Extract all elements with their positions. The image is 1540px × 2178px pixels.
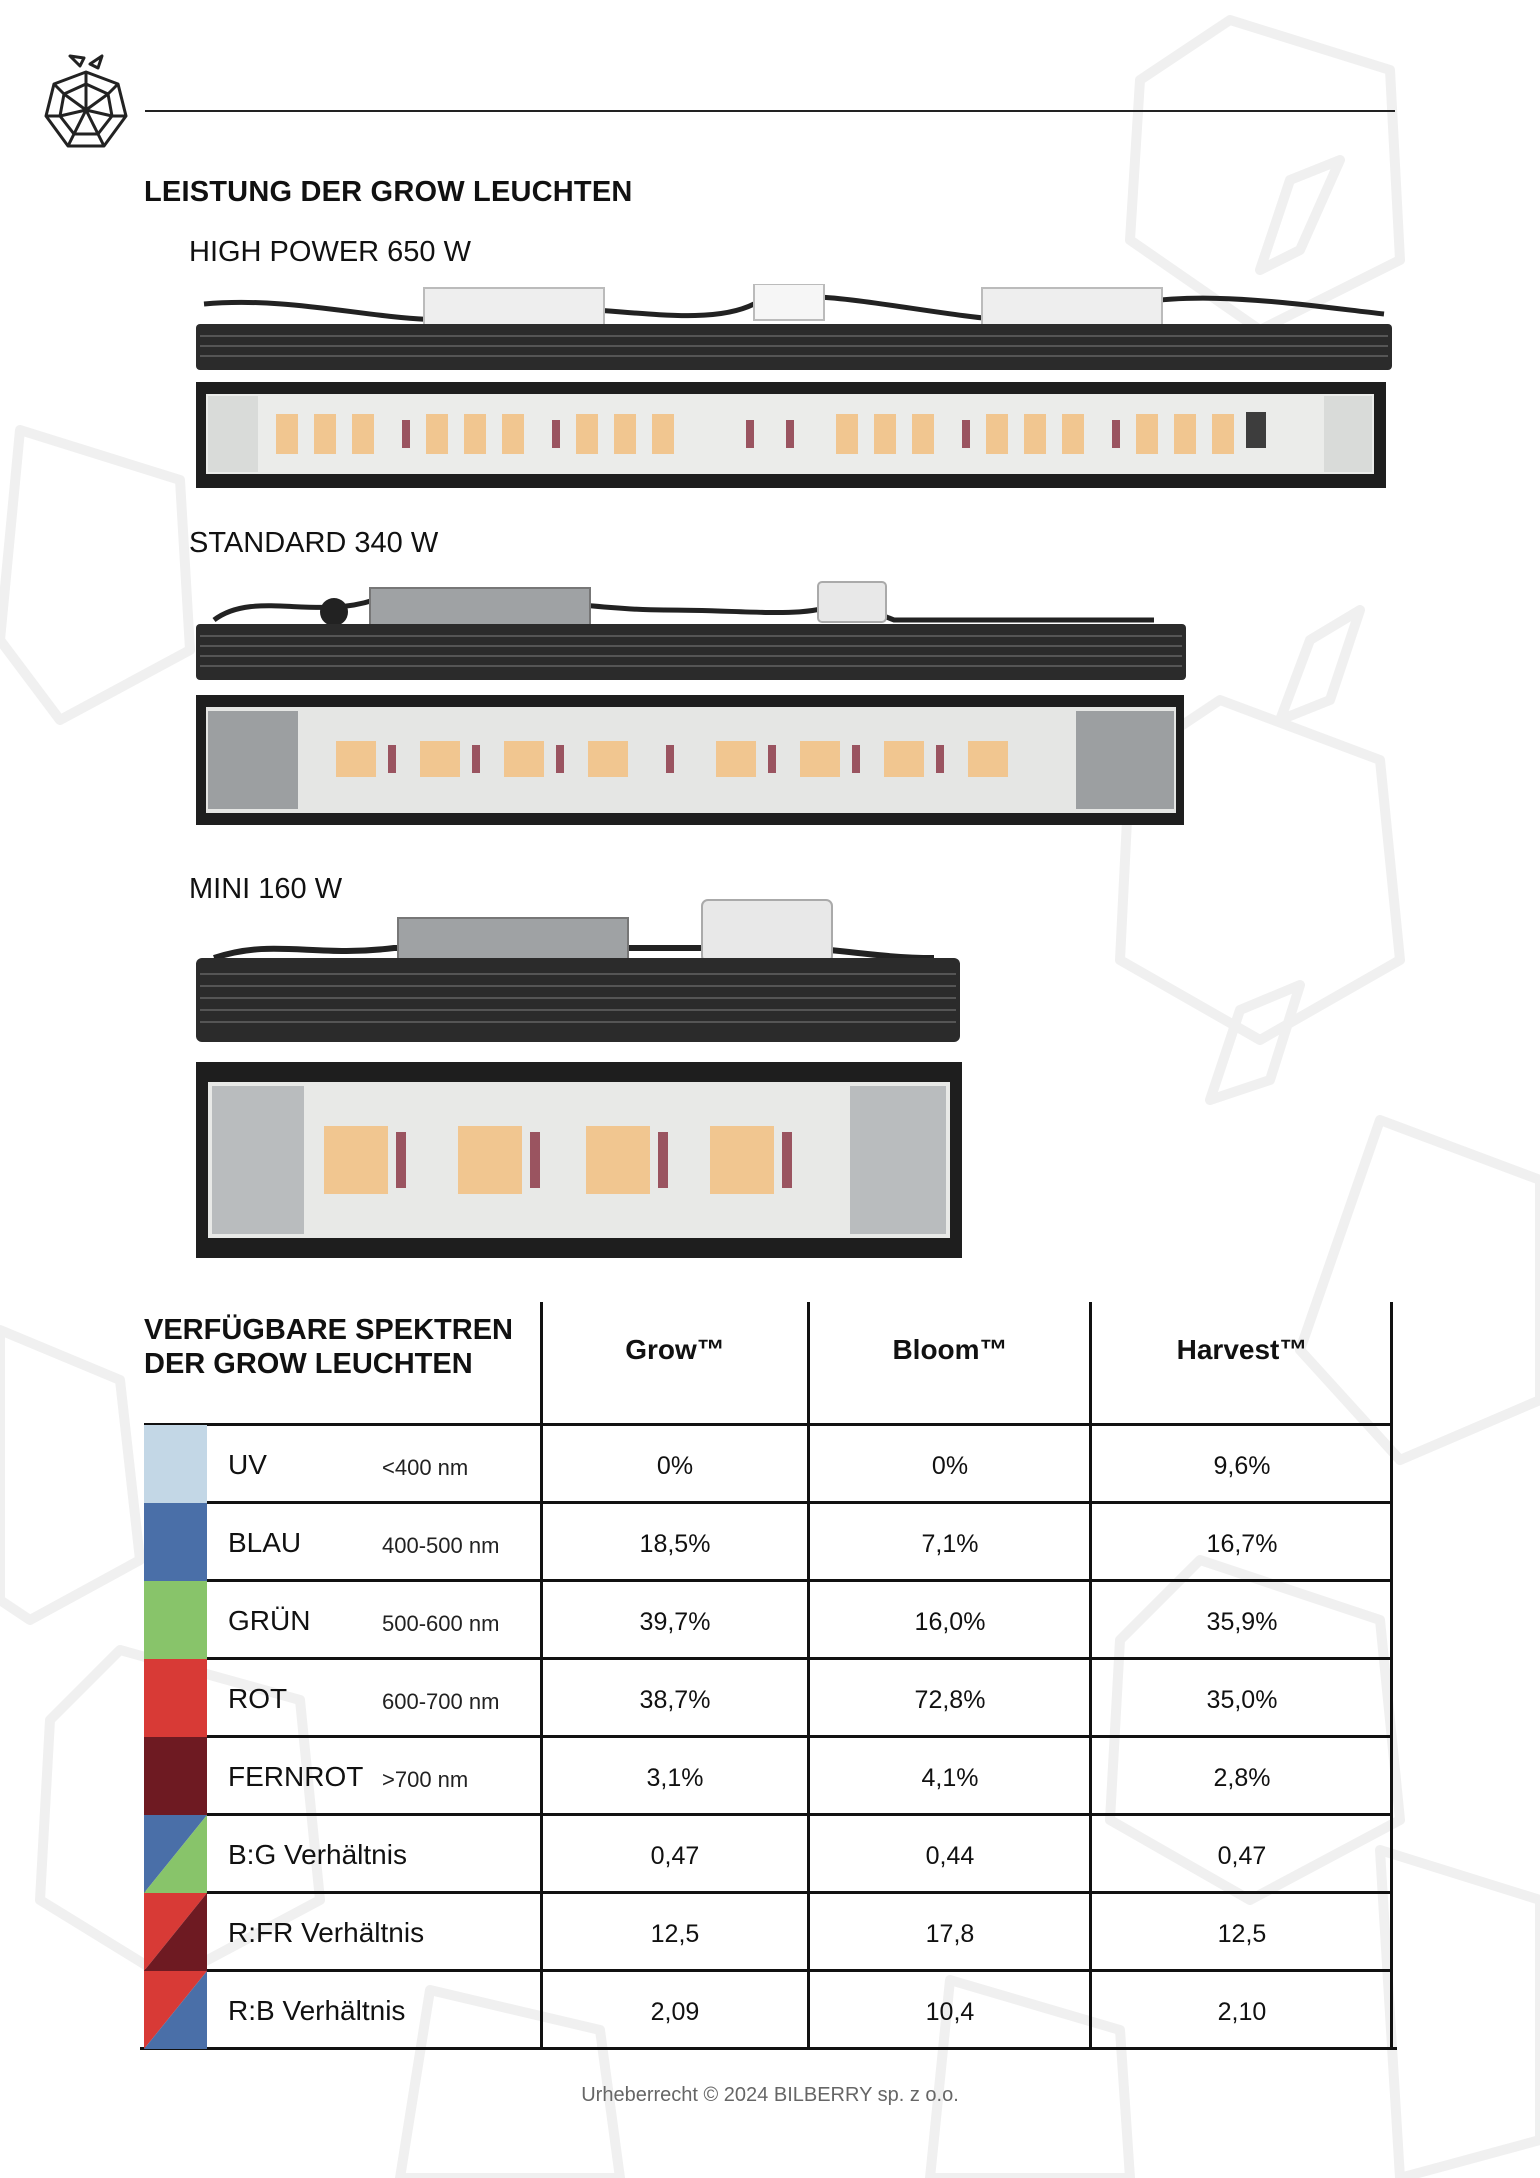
table-cell: 38,7% [639, 1686, 711, 1714]
bilberry-logo [40, 52, 132, 156]
table-rule [144, 1657, 1393, 1660]
column-header-bloom: Bloom™ [892, 1334, 1008, 1365]
table-cell: 2,09 [650, 1998, 700, 2026]
spectrum-title-line-2: DER GROW LEUCHTEN [144, 1348, 473, 1380]
table-cell: 17,8 [925, 1920, 975, 1948]
table-rule [144, 1501, 1393, 1504]
row-label-rb-ratio: R:B Verhältnis [228, 1995, 406, 2026]
section-title: LEISTUNG DER GROW LEUCHTEN [144, 176, 633, 208]
table-rule [144, 1423, 1393, 1426]
table-rule [144, 1735, 1393, 1738]
table-cell: 16,7% [1206, 1530, 1278, 1558]
high-power-lamp-side-image [194, 284, 1394, 374]
spectrum-table-title [144, 1313, 513, 1381]
row-label-red: ROT [228, 1683, 288, 1714]
standard-lamp-side-image [194, 580, 1188, 684]
row-range-green: 500-600 nm [382, 1611, 500, 1636]
table-rule [144, 1969, 1393, 1972]
row-label-blue: BLAU [228, 1527, 302, 1558]
row-range-red: 600-700 nm [382, 1689, 500, 1714]
standard-lamp-front-image [196, 695, 1184, 825]
table-cell: 0,44 [925, 1842, 975, 1870]
table-cell: 0,47 [1217, 1842, 1267, 1870]
table-cell: 12,5 [1217, 1920, 1267, 1948]
row-label-green: GRÜN [228, 1605, 311, 1636]
table-cell: 4,1% [921, 1764, 979, 1792]
table-rule [144, 1891, 1393, 1894]
green-color-swatch [144, 1581, 207, 1659]
blue-color-swatch [144, 1503, 207, 1581]
table-cell: 12,5 [650, 1920, 700, 1948]
column-header-grow: Grow™ [625, 1334, 725, 1365]
table-cell: 2,10 [1217, 1998, 1267, 2026]
table-cell: 7,1% [921, 1530, 979, 1558]
mini-lamp-side-image [194, 898, 962, 1048]
product-title-standard: STANDARD 340 W [189, 527, 439, 559]
blue-green-ratio-swatch [144, 1815, 207, 1893]
row-label-bg-ratio: B:G Verhältnis [228, 1839, 407, 1870]
copyright-footer: Urheberrecht © 2024 BILBERRY sp. z o.o. [581, 2084, 959, 2106]
header-rule [145, 110, 1395, 112]
row-range-far-red: >700 nm [382, 1767, 469, 1792]
row-label-far-red: FERNROT [228, 1761, 364, 1792]
table-cell: 10,4 [925, 1998, 975, 2026]
product-title-mini: MINI 160 W [189, 873, 343, 905]
table-cell: 35,0% [1206, 1686, 1278, 1714]
column-header-harvest: Harvest™ [1176, 1334, 1308, 1365]
row-label-uv: UV [228, 1449, 267, 1480]
table-cell: 2,8% [1213, 1764, 1271, 1792]
table-rule [144, 1579, 1393, 1582]
spectrum-title-line-1: VERFÜGBARE SPEKTREN [144, 1314, 513, 1346]
row-range-blue: 400-500 nm [382, 1533, 500, 1558]
red-color-swatch [144, 1659, 207, 1737]
table-cell: 9,6% [1213, 1452, 1271, 1480]
uv-color-swatch [144, 1425, 207, 1503]
table-cell: 0% [931, 1452, 969, 1480]
product-title-high-power: HIGH POWER 650 W [189, 236, 471, 268]
red-blue-ratio-swatch [144, 1971, 207, 2049]
table-cell: 18,5% [639, 1530, 711, 1558]
table-cell: 72,8% [914, 1686, 986, 1714]
table-cell: 16,0% [914, 1608, 986, 1636]
row-range-uv: <400 nm [382, 1455, 469, 1480]
red-farred-ratio-swatch [144, 1893, 207, 1971]
far-red-color-swatch [144, 1737, 207, 1815]
table-cell: 0,47 [650, 1842, 700, 1870]
table-cell: 35,9% [1206, 1608, 1278, 1636]
table-bottom-rule [140, 2047, 1397, 2050]
mini-lamp-front-image [196, 1062, 962, 1258]
high-power-lamp-front-image [196, 382, 1386, 488]
table-rule [144, 1813, 1393, 1816]
row-label-rfr-ratio: R:FR Verhältnis [228, 1917, 425, 1948]
table-cell: 0% [656, 1452, 694, 1480]
table-cell: 3,1% [646, 1764, 704, 1792]
table-cell: 39,7% [639, 1608, 711, 1636]
